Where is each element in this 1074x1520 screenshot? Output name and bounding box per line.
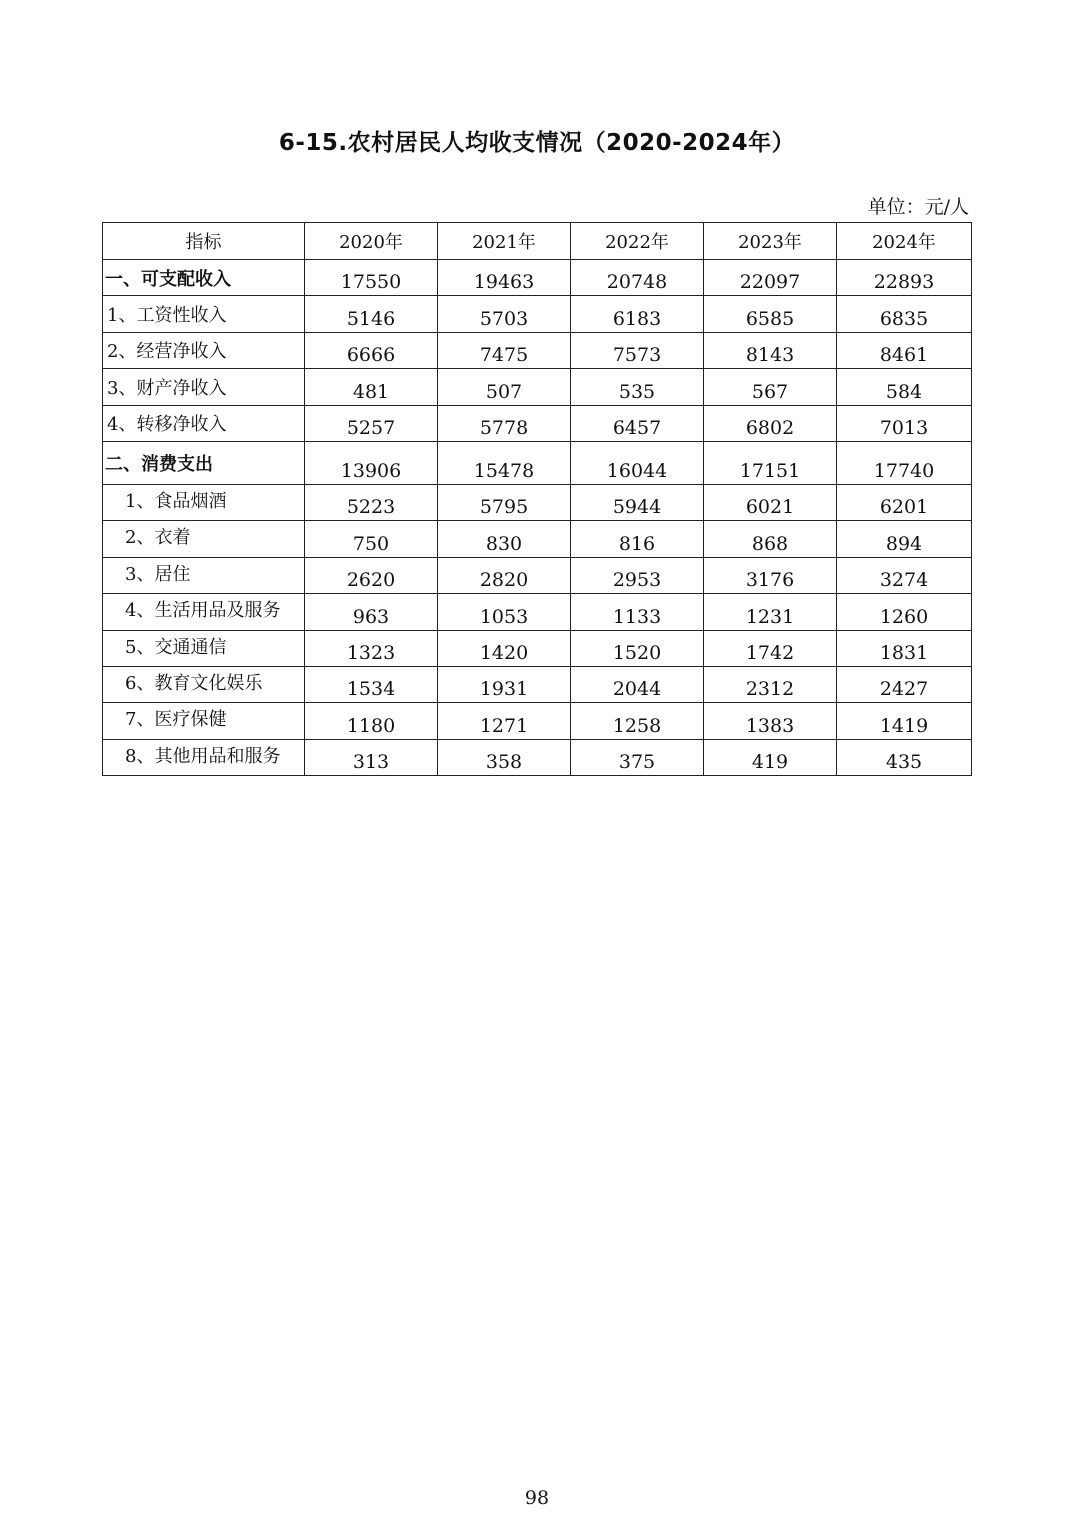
cell-value: 1133: [571, 594, 704, 630]
cell-value: 5944: [571, 484, 704, 520]
cell-value: 375: [571, 739, 704, 775]
cell-value: 963: [305, 594, 438, 630]
cell-value: 6021: [704, 484, 837, 520]
header-2022: 2022年: [571, 223, 704, 260]
cell-value: 1053: [438, 594, 571, 630]
cell-value: 2427: [837, 666, 972, 702]
cell-value: 567: [704, 369, 837, 405]
cell-value: 358: [438, 739, 571, 775]
row-label: 8、其他用品和服务: [103, 739, 305, 775]
table-row: [103, 703, 972, 739]
cell-value: 2312: [704, 666, 837, 702]
cell-value: 3176: [704, 557, 837, 593]
table-row: [103, 260, 972, 296]
table-row: [103, 630, 972, 666]
cell-value: 1180: [305, 703, 438, 739]
cell-value: 15478: [438, 441, 571, 484]
cell-value: 2620: [305, 557, 438, 593]
cell-value: 5703: [438, 296, 571, 332]
row-label: 2、衣着: [103, 521, 305, 557]
cell-value: 17740: [837, 441, 972, 484]
header-2023: 2023年: [704, 223, 837, 260]
cell-value: 1742: [704, 630, 837, 666]
cell-value: 6666: [305, 332, 438, 368]
row-label: 5、交通通信: [103, 630, 305, 666]
cell-value: 7475: [438, 332, 571, 368]
cell-value: 8461: [837, 332, 972, 368]
cell-value: 6201: [837, 484, 972, 520]
row-label: 7、医疗保健: [103, 703, 305, 739]
cell-value: 17550: [305, 260, 438, 296]
cell-value: 1323: [305, 630, 438, 666]
cell-value: 1534: [305, 666, 438, 702]
cell-value: 894: [837, 521, 972, 557]
page-number: 98: [524, 1487, 550, 1509]
cell-value: 1258: [571, 703, 704, 739]
row-label: 3、财产净收入: [103, 369, 305, 405]
cell-value: 481: [305, 369, 438, 405]
row-label: 1、食品烟酒: [103, 484, 305, 520]
header-2021: 2021年: [438, 223, 571, 260]
cell-value: 3274: [837, 557, 972, 593]
row-label: 4、生活用品及服务: [103, 594, 305, 630]
cell-value: 1260: [837, 594, 972, 630]
table-body: [103, 260, 972, 776]
header-indicator: 指标: [103, 223, 305, 260]
cell-value: 6183: [571, 296, 704, 332]
cell-value: 1419: [837, 703, 972, 739]
cell-value: 1931: [438, 666, 571, 702]
cell-value: 1420: [438, 630, 571, 666]
row-label: 2、经营净收入: [103, 332, 305, 368]
cell-value: 6802: [704, 405, 837, 441]
cell-value: 1383: [704, 703, 837, 739]
row-label: 3、居住: [103, 557, 305, 593]
table-header-row: [103, 223, 972, 260]
table-row: [103, 369, 972, 405]
cell-value: 750: [305, 521, 438, 557]
cell-value: 8143: [704, 332, 837, 368]
cell-value: 1231: [704, 594, 837, 630]
unit-label: 单位：元/人: [867, 196, 969, 218]
row-label: 1、工资性收入: [103, 296, 305, 332]
cell-value: 535: [571, 369, 704, 405]
table-row: [103, 296, 972, 332]
cell-value: 16044: [571, 441, 704, 484]
cell-value: 17151: [704, 441, 837, 484]
cell-value: 2953: [571, 557, 704, 593]
row-label: 一、可支配收入: [103, 260, 305, 296]
cell-value: 5146: [305, 296, 438, 332]
cell-value: 5223: [305, 484, 438, 520]
table-row: [103, 521, 972, 557]
page-title: 6-15.农村居民人均收支情况（2020-2024年）: [278, 130, 796, 156]
cell-value: 2820: [438, 557, 571, 593]
header-2020: 2020年: [305, 223, 438, 260]
cell-value: 6457: [571, 405, 704, 441]
cell-value: 1520: [571, 630, 704, 666]
cell-value: 6835: [837, 296, 972, 332]
cell-value: 419: [704, 739, 837, 775]
cell-value: 584: [837, 369, 972, 405]
cell-value: 5795: [438, 484, 571, 520]
cell-value: 19463: [438, 260, 571, 296]
table-row: [103, 441, 972, 484]
table-row: [103, 666, 972, 702]
cell-value: 816: [571, 521, 704, 557]
table-row: [103, 484, 972, 520]
table-row: [103, 557, 972, 593]
cell-value: 507: [438, 369, 571, 405]
cell-value: 20748: [571, 260, 704, 296]
table-row: [103, 739, 972, 775]
table-row: [103, 594, 972, 630]
cell-value: 6585: [704, 296, 837, 332]
table-row: [103, 405, 972, 441]
cell-value: 435: [837, 739, 972, 775]
cell-value: 13906: [305, 441, 438, 484]
cell-value: 22097: [704, 260, 837, 296]
cell-value: 1271: [438, 703, 571, 739]
cell-value: 7013: [837, 405, 972, 441]
cell-value: 7573: [571, 332, 704, 368]
cell-value: 313: [305, 739, 438, 775]
cell-value: 5778: [438, 405, 571, 441]
cell-value: 1831: [837, 630, 972, 666]
row-label: 6、教育文化娱乐: [103, 666, 305, 702]
cell-value: 22893: [837, 260, 972, 296]
cell-value: 830: [438, 521, 571, 557]
cell-value: 5257: [305, 405, 438, 441]
cell-value: 2044: [571, 666, 704, 702]
row-label: 4、转移净收入: [103, 405, 305, 441]
cell-value: 868: [704, 521, 837, 557]
income-expenditure-table: [102, 222, 972, 776]
header-2024: 2024年: [837, 223, 972, 260]
table-row: [103, 332, 972, 368]
row-label: 二、消费支出: [103, 441, 305, 484]
